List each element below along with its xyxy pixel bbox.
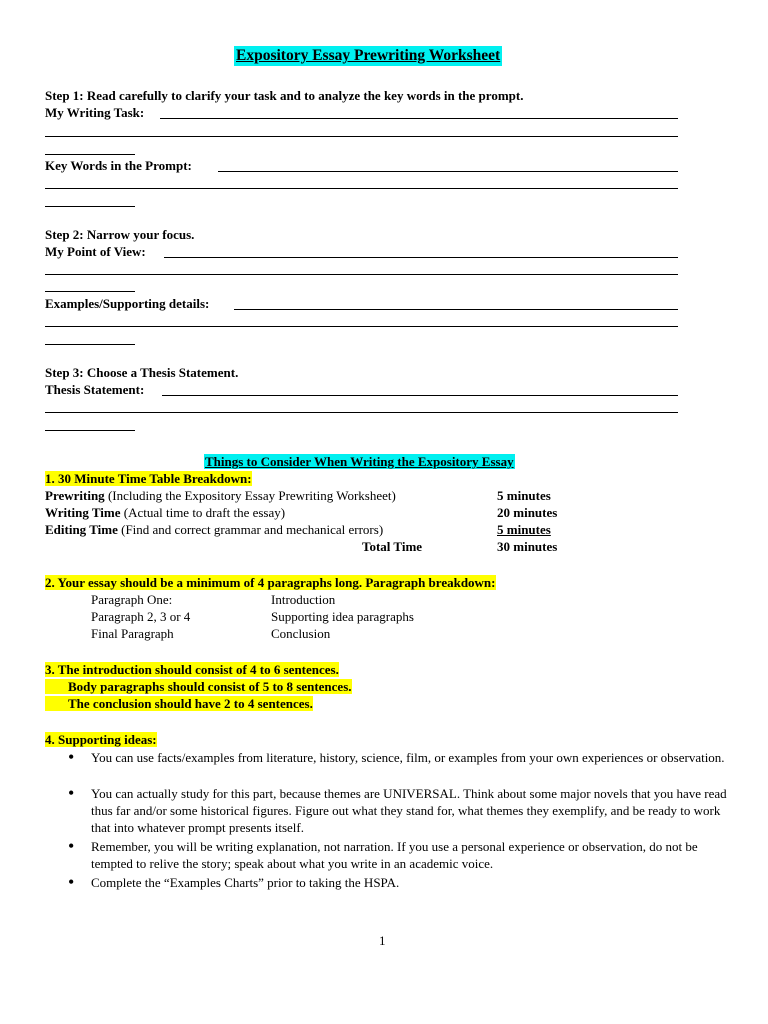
writing-task-line-3[interactable]: [45, 154, 135, 155]
section3-line2: Body paragraphs should consist of 5 to 8 sentences.: [45, 679, 352, 694]
thesis-line[interactable]: [162, 395, 678, 396]
things-heading: Things to Consider When Writing the Expository Essay: [205, 454, 514, 469]
point-of-view-line-3[interactable]: [45, 291, 135, 292]
thesis-label: Thesis Statement:: [45, 382, 145, 397]
paragraph-row-right: Conclusion: [271, 626, 331, 641]
examples-line[interactable]: [234, 309, 678, 310]
paragraph-row-right: Introduction: [271, 592, 336, 607]
time-row-label: Writing Time: [45, 505, 121, 520]
page-number: 1: [379, 933, 386, 948]
key-words-line[interactable]: [218, 171, 678, 172]
page-title: Expository Essay Prewriting Worksheet: [236, 47, 501, 64]
bullet-icon: •: [68, 783, 75, 803]
time-row-label: Editing Time: [45, 522, 118, 537]
bullet-icon: •: [68, 836, 75, 856]
paragraph-row-right: Supporting idea paragraphs: [271, 609, 414, 624]
section3-line3: The conclusion should have 2 to 4 sentences.: [45, 696, 313, 711]
bullet-item: You can use facts/examples from literature, history, science, film, or examples from your own experiences or observation.: [91, 750, 725, 765]
section4-heading: 4. Supporting ideas:: [45, 732, 157, 747]
time-row-desc: (Find and correct grammar and mechanical errors): [117, 522, 384, 537]
paragraph-row-left: Final Paragraph: [91, 626, 174, 641]
writing-task-line-2[interactable]: [45, 136, 678, 137]
point-of-view-line-2[interactable]: [45, 274, 678, 275]
paragraph-row-left: Paragraph One:: [91, 592, 173, 607]
point-of-view-line[interactable]: [164, 257, 678, 258]
total-time-label: Total Time: [362, 539, 423, 554]
bullet-item: Remember, you will be writing explanation, not narration. If you use a personal experience or observation, do not be tempted to relive the story; speak about what you write in an academic voice.: [91, 839, 698, 871]
step2-heading: Step 2: Narrow your focus.: [45, 227, 195, 242]
examples-label: Examples/Supporting details:: [45, 296, 210, 311]
step1-heading: Step 1: Read carefully to clarify your task and to analyze the key words in the prompt.: [45, 88, 524, 103]
examples-line-2[interactable]: [45, 326, 678, 327]
paragraph-row-left: Paragraph 2, 3 or 4: [91, 609, 191, 624]
bullet-icon: •: [68, 872, 75, 892]
time-row-value: 5 minutes: [497, 488, 551, 503]
section3-line1: 3. The introduction should consist of 4 to 6 sentences.: [45, 662, 339, 677]
writing-task-label: My Writing Task:: [45, 105, 145, 120]
thesis-line-2[interactable]: [45, 412, 678, 413]
time-row-editing: [45, 521, 383, 538]
time-row-value: 5 minutes: [497, 522, 551, 537]
section2-heading: 2. Your essay should be a minimum of 4 paragraphs long. Paragraph breakdown:: [45, 575, 496, 590]
key-words-line-2[interactable]: [45, 188, 678, 189]
time-row-desc: (Including the Expository Essay Prewriting Worksheet): [104, 488, 396, 503]
section1-heading: 1. 30 Minute Time Table Breakdown:: [45, 471, 252, 486]
point-of-view-label: My Point of View:: [45, 244, 146, 259]
bullet-icon: •: [68, 747, 75, 767]
writing-task-line[interactable]: [160, 118, 678, 119]
time-row-prewriting: [45, 487, 396, 504]
time-row-label: Prewriting: [45, 488, 105, 503]
total-time-value: 30 minutes: [497, 539, 558, 554]
key-words-line-3[interactable]: [45, 206, 135, 207]
time-row-value: 20 minutes: [497, 505, 558, 520]
time-row-desc: (Actual time to draft the essay): [120, 505, 286, 520]
time-row-writing: [45, 504, 285, 521]
bullet-item: Complete the “Examples Charts” prior to taking the HSPA.: [91, 875, 400, 890]
examples-line-3[interactable]: [45, 344, 135, 345]
step3-heading: Step 3: Choose a Thesis Statement.: [45, 365, 239, 380]
thesis-line-3[interactable]: [45, 430, 135, 431]
bullet-item: You can actually study for this part, because themes are UNIVERSAL. Think about some major novels that you have read thus far and/or some historical figures. Figure out what they stand for, what themes they exemplify, and be ready to work that into whatever prompt presents itself.: [91, 786, 727, 835]
key-words-label: Key Words in the Prompt:: [45, 158, 192, 173]
